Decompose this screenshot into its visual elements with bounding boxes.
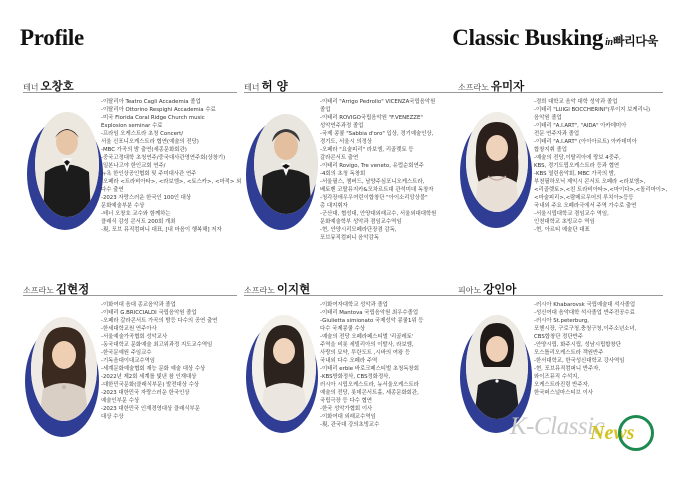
bio-line: -한서대학교, 한국성신대학교 강사역임 — [534, 358, 625, 364]
in-text: in — [605, 37, 613, 48]
bio-line: 오케스트라진링 반주자, — [534, 382, 590, 388]
bio-line: KBS, 경기도립오케스트라 등과 협연 — [534, 163, 620, 169]
bio-line: -프라임 오케스트라 초청 Concert/ — [101, 131, 184, 137]
bio-line: -이태리 "Arrigo Pedrollo" VICENZA국립음악원 — [320, 99, 436, 105]
bio-line: -Giulietta simionato 국제성악 콩쿨1위 등 — [320, 318, 424, 324]
bio-line: -테너 오창호 교수와 함께하는 — [101, 211, 171, 217]
bio-line: -이화여자대학교 성악과 졸업 — [320, 302, 388, 308]
k-classic-news-logo — [502, 410, 672, 460]
portrait-image — [466, 315, 528, 419]
bio-line: -4회의 초청 독창회 — [320, 171, 366, 177]
bio-line: 인천대학교 초빙교수 역임 — [534, 219, 595, 225]
bio-line: -서울필스, 챔버드, 남양주심포니오케스트라, — [320, 179, 425, 185]
logo-k-classic-text: K-Classic — [510, 413, 605, 440]
bio-line: -일본나고야 한인교회 연주/ — [101, 163, 166, 169]
bio-line: 포브뮤직컴퍼니 음악감독 — [320, 235, 379, 241]
bio-line: Explosion seminar 수료 — [101, 123, 163, 129]
bio-line: -現, 포브 뮤직컴퍼니 대표, [내 마음이 행복해] 저자 — [101, 227, 222, 233]
bio-line: -한국 성악가협회 이사 — [320, 406, 373, 412]
profile-photo — [244, 100, 326, 240]
bio-line: -대한민국문화(클래식부문) 발전대상 수상 — [101, 382, 200, 388]
bio-line: -이태리 "A.I.ART", "AIDA" 아카데미아 — [534, 123, 627, 129]
bio-line: 국내외 다수 오페라 주역 — [320, 358, 378, 364]
bio-line: -경희 대학교 음악 대학 성악과 졸업 — [534, 99, 618, 105]
bio-line: 포헨시장, 구로구청,충청구청,이주소년소녀, — [534, 326, 637, 332]
bio-line: -예술의 전당 오페라페스티벌 '리골레토' — [320, 334, 414, 340]
bio-line: -서울시립대학교 겸임교수 역임, — [534, 211, 609, 217]
logo-badge-icon — [618, 415, 654, 451]
profile-name: 허 양 — [261, 79, 288, 93]
bio-line: -이태리 "LUIGI BOCCHERINI"(루이지 보케리니) — [534, 107, 651, 113]
bio-line: -미국 Florida Coral Ridge Church music — [101, 115, 205, 121]
bio-line: -이탈리아 Teatro Cagli Accademia 졸업 — [101, 99, 201, 105]
bio-line: -현, 포브뮤직컴퍼니 반주자, — [534, 366, 601, 372]
bio-line: <마술피리>,<람메르무어의 루치아>등등 — [534, 195, 634, 201]
bio-line: 국내외 주요 오페라극에서 주역 가수로 출연 — [534, 203, 637, 209]
logo-news-text: News — [590, 422, 635, 444]
portrait-image — [254, 114, 318, 214]
profile-title: Profile — [20, 25, 84, 50]
bio-line: 전문 연주자과 졸업 — [534, 131, 580, 137]
bio-line: -러시아 Khabarovsk 국립예술대 석사졸업 — [534, 302, 636, 308]
bio-list — [101, 301, 217, 421]
bio-line: -군산대, 협성대, 안양대외래교수, 서울외대대학원 — [320, 211, 437, 217]
bio-line: 합창지휘 졸업 — [534, 147, 567, 153]
bio-line: -기독음대이대교수역임 — [101, 358, 156, 364]
bio-line: CBS합창단 정단반주 — [534, 334, 583, 340]
portrait-image — [31, 317, 97, 421]
bio-line: -한세대학교원 연주아사 — [101, 326, 157, 332]
portrait-image — [35, 112, 99, 217]
bio-line: -이태리 "A.I.ART" (아이아르트) 아카데미아 — [534, 139, 637, 145]
profile-name: 오창호 — [40, 79, 74, 93]
divider — [244, 92, 458, 93]
profile-role: 테너 — [23, 83, 39, 92]
bio-line: -국제 콩쿨 "Sabbia d'oro" 입상, 경기예술인상, — [320, 131, 434, 137]
bio-line: -이화여대 외래교수역임 — [320, 414, 376, 420]
profile-role: 테너 — [244, 83, 260, 92]
profile-role: 소프라노 — [244, 286, 275, 295]
bio-line: -중국고정대학 초청연주/중국대사관영연주회(상창기) — [101, 155, 226, 161]
divider — [23, 92, 237, 93]
bio-line: -이탈리아 Ottorino Respighi Accademia 수료 — [101, 107, 216, 113]
bio-line: -러시아 St.peterburg, — [534, 318, 590, 324]
profile-card-5 — [244, 278, 459, 473]
bio-line: 주역을 비롯 세빌리아의 이발사, 라보엠, — [320, 342, 414, 348]
bio-line: -2022년 제2회 세계를 빛낸 참 인재대상 — [101, 374, 197, 380]
profile-name: 강인아 — [483, 282, 517, 296]
profile-role: 소프라노 — [23, 286, 54, 295]
divider — [244, 295, 458, 296]
portrait-image — [252, 315, 316, 421]
bio-line: 뉴욕 한인상공인협회 및 주미대사관 연주 — [101, 171, 197, 177]
bio-line: 베토벤 코랄뮤지카&모차르트대 관석미대 독창자 — [320, 187, 434, 193]
bio-line: 성악연주과정 졸업 — [320, 123, 364, 129]
profile-photo — [23, 100, 105, 240]
bio-line: -동국대학교 문화예술 최고위과정 지도교수역임 — [101, 342, 213, 348]
divider — [23, 295, 237, 296]
bio-line: -이화여대 음대 종교음악과 졸업 — [101, 302, 176, 308]
bio-line: -이태리 erbie 바로크페스티벌 초청독창회 — [320, 366, 419, 372]
bio-line: -이태리 G.BRICCIALDI 국립음악원 졸업 — [101, 310, 197, 316]
bio-line: -MBC 가곡의 밤 출연(세종문화회관) — [101, 147, 187, 153]
profile-photo — [23, 303, 105, 443]
bio-line: 음악원 졸업 — [534, 115, 562, 121]
bio-line: 모스틀리오케스트라 객원반주 — [534, 350, 604, 356]
venue-name: 빠리다욱 — [612, 34, 658, 48]
bio-list — [534, 98, 667, 234]
bio-line: -예술의 전당,이탈리아에 랑보 4중주, — [534, 155, 621, 161]
bio-line: -KBS방화정삭, CBS정화정삭, — [320, 374, 391, 380]
bio-line: -이태리 Rovigo, Tre veneto, 유럽순회연주 — [320, 163, 424, 169]
bio-line: -세계문화예술협회 재능 문화 예술 대상 수상 — [101, 366, 206, 372]
divider — [458, 295, 663, 296]
bio-list — [320, 98, 436, 242]
bio-line: -2023 자랑스러운 한국인 100인 대상 — [101, 195, 192, 201]
bio-line: -2023 대한민국 인재경영대상 클래식부문 — [101, 406, 200, 412]
bio-line: -현, 안양시리모페라단장겸 감독, — [320, 227, 397, 233]
bio-line: 사랑의 묘약, 투란도트 ,시바의 여왕 등 — [320, 350, 411, 356]
bio-line: 예술의 전당, 롯데콘서트홀, 세종문화회관, — [320, 390, 419, 396]
bio-line: -오페라 <트라비아타>, <라보엠>, <토스카>, <마적> 외 — [101, 179, 242, 185]
bio-line: 졸업 — [320, 107, 331, 113]
profile-role: 피아노 — [458, 286, 482, 295]
classic-busking-text: Classic Busking — [452, 25, 604, 50]
profile-name: 김현정 — [55, 282, 90, 296]
bio-line: 문화예술부분 수상 — [101, 203, 145, 209]
bio-line: 와이즈뮤직 수석지, — [534, 374, 580, 380]
bio-line: 총 대지휘자 — [320, 203, 348, 209]
bio-line: -성신여대 음악대학 석사졸업 반주전공수료 — [534, 310, 635, 316]
bio-line: -2023 대한민국 자랑스러운 한국인상 — [101, 390, 190, 396]
profile-photo — [458, 100, 540, 240]
bio-line: -이태리 Mantova 국립음악원 최우수졸업 — [320, 310, 419, 316]
bio-line: <리골렛토>,<친 트라비아타>,<마이다>,<돌리마이>, — [534, 187, 668, 193]
bio-line: 예술인부문 수상 — [101, 398, 140, 404]
bio-line: 부천필하모닉 제익시 콘서트 오페라 <라보엠>, — [534, 179, 646, 185]
bio-line: 문화예술학부 성악과 겸임교수역임 — [320, 219, 402, 225]
classic-busking-title — [452, 25, 658, 51]
bio-line: 한국퍼스널마스티브 이사 — [534, 390, 593, 396]
bio-line: 경기도, 서울시 의정상 — [320, 139, 373, 145]
bio-list — [101, 98, 241, 234]
profile-name: 이지현 — [276, 282, 311, 296]
bio-line: -현, 아르티 예술단 대표 — [534, 227, 590, 233]
bio-line: 국립극장 등 다수 협연 — [320, 398, 373, 404]
bio-line: -한국문예원 주임교수 — [101, 350, 152, 356]
bio-line: 러시아 시립오케스트라, 뉴서울오케스트라 — [320, 382, 419, 388]
bio-line: -KBS 열린음악회, MBC 가곡의 밤, — [534, 171, 616, 177]
bio-line: 갈라콘서트 출연 — [320, 155, 359, 161]
bio-list — [320, 301, 424, 429]
bio-line: 클래식 감성 콘서트 200회 개최 — [101, 219, 176, 225]
bio-line: -오페라 "요술피리" 라보엠, 리골렛토 등 — [320, 147, 414, 153]
bio-line: 서울 신포니오케스트라 협연(예술의 전당) — [101, 139, 199, 145]
bio-line: 대상 수상 — [101, 414, 124, 420]
bio-line: 다수 국제콩쿨 수상 — [320, 326, 366, 332]
profile-card-2 — [244, 75, 459, 270]
bio-line: -청각장애우우여린이합창단 "아이소리앙상블" — [320, 195, 428, 201]
portrait-image — [466, 112, 528, 212]
bio-line: -안양시립, 화주시립, 성남시립합창단 — [534, 342, 621, 348]
profile-card-3 — [458, 75, 673, 270]
bio-list — [534, 301, 636, 397]
bio-line: -이태리 ROVIGO국립음악원 "F.VENEZZE" — [320, 115, 423, 121]
bio-line: 다수 출연 — [101, 187, 124, 193]
bio-line: -서울예술가곡협회 성악교사 — [101, 334, 168, 340]
profile-card-4 — [23, 278, 238, 473]
profile-photo — [244, 303, 326, 443]
profile-name: 유미자 — [490, 79, 525, 93]
profile-card-1 — [23, 75, 242, 270]
bio-line: -오페라 갈라콘서트 가곡의 밤등 다수의 공연 출연 — [101, 318, 218, 324]
profile-role: 소프라노 — [458, 83, 489, 92]
divider — [458, 92, 663, 93]
bio-line: -現, 관국대 강의초빙교수 — [320, 422, 380, 428]
